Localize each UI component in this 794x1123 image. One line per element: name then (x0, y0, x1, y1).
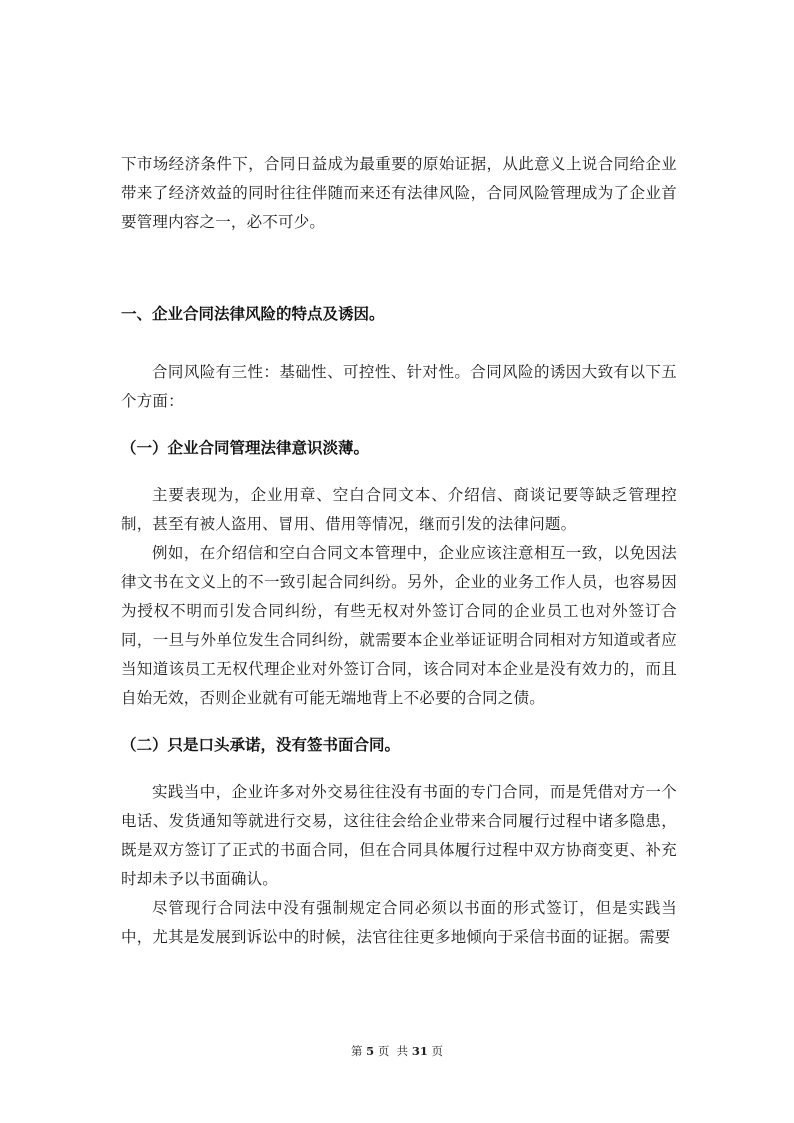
footer-total-pages: 31 (411, 1044, 428, 1058)
document-body (121, 150, 677, 952)
footer-prefix: 第 (351, 1044, 363, 1058)
subsection-heading-2: （二）只是口头承诺，没有签书面合同。 (121, 736, 401, 754)
sub2-paragraph-1: 实践当中，企业许多对外交易往往没有书面的专门合同，而是凭借对方一个电话、发货通知等就进行交易，这往往会给企业带来合同履行过程中诸多隐患，既是双方签订了正式的书面合同，但在合同具体履行过程中双方协商变更、补充时却未予以书面确认。 (121, 783, 677, 888)
footer-suffix: 页 (431, 1044, 443, 1058)
footer-middle: 页 共 (377, 1044, 409, 1058)
section-heading-1: 一、企业合同法律风险的特点及诱因。 (121, 305, 385, 323)
sub2-paragraph-2: 尽管现行合同法中没有强制规定合同必须以书面的形式签订，但是实践当中，尤其是发展到诉讼中的时候，法官往往更多地倾向于采信书面的证据。需要 (121, 899, 677, 946)
intro-paragraph: 下市场经济条件下，合同日益成为最重要的原始证据，从此意义上说合同给企业带来了经济效益的同时往往伴随而来还有法律风险，合同风险管理成为了企业首要管理内容之一，必不可少。 (121, 155, 677, 231)
subsection-heading-1: （一）企业合同管理法律意识淡薄。 (121, 439, 370, 457)
sub1-paragraph-2: 例如，在介绍信和空白合同文本管理中，企业应该注意相互一致，以免因法律文书在文义上的不一致引起合同纠纷。另外，企业的业务工作人员，也容易因为授权不明而引发合同纠纷，有些无权对外签订合同的企业员工也对外签订合同，一旦与外单位发生合同纠纷，就需要本企业举证证明合同相对方知道或者应当知道该员工无权代理企业对外签订合同，该合同对本企业是没有效力的，而且自始无效，否则企业就有可能无端地背上不必要的合同之债。 (121, 544, 677, 707)
footer-current-page: 5 (366, 1044, 375, 1058)
page-footer (0, 1043, 794, 1059)
sub1-paragraph-1: 主要表现为，企业用章、空白合同文本、介绍信、商谈记要等缺乏管理控制，甚至有被人盗用、冒用、借用等情况，继而引发的法律问题。 (121, 486, 677, 533)
section1-paragraph: 合同风险有三性：基础性、可控性、针对性。合同风险的诱因大致有以下五个方面： (121, 363, 677, 410)
